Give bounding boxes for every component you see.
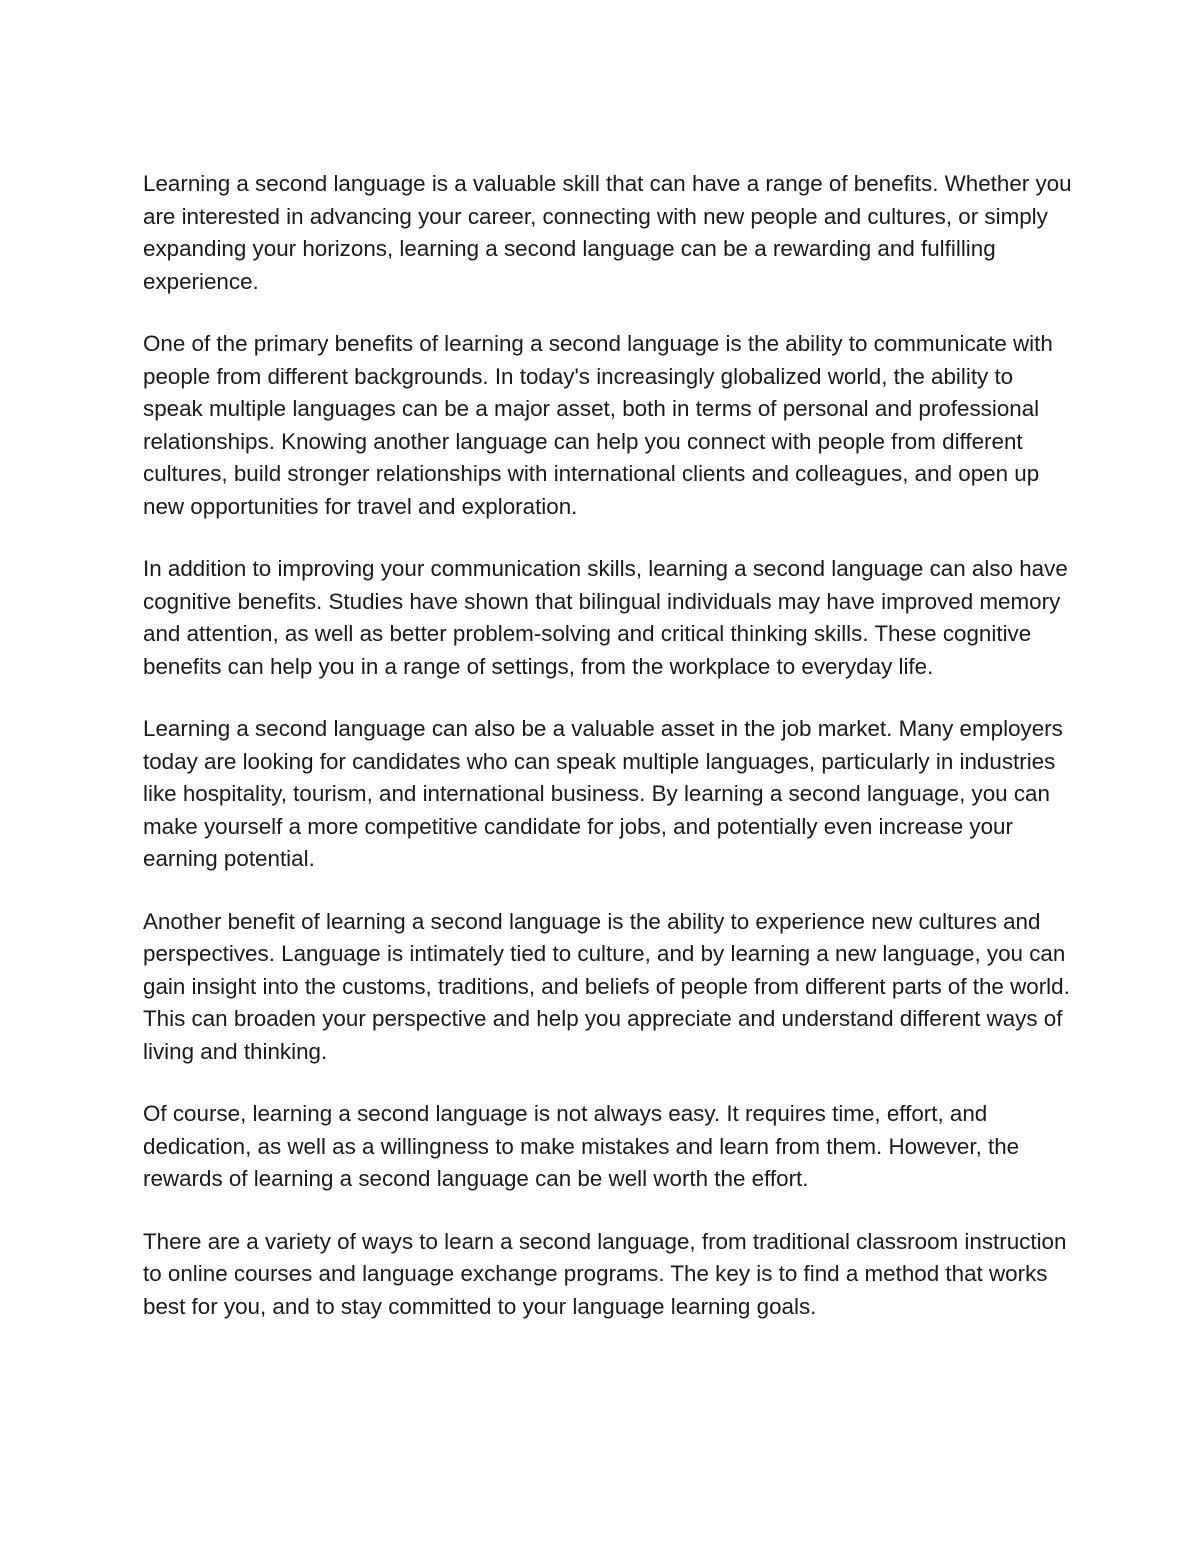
document-body	[143, 168, 1073, 1323]
paragraph-5: Another benefit of learning a second language is the ability to experience new cultures and perspectives. Language is intimately tied to culture, and by learning a new language, you can gain insight into the customs, traditions, and beliefs of people from different parts of the world. This can broaden your perspective and help you appreciate and understand different ways of living and thinking.	[143, 908, 1070, 1064]
paragraph-3: In addition to improving your communication skills, learning a second language can also have cognitive benefits. Studies have shown that bilingual individuals may have improved memory and attention, as well as better problem-solving and critical thinking skills. These cognitive benefits can help you in a range of settings, from the workplace to everyday life.	[143, 556, 1068, 679]
paragraph-4: Learning a second language can also be a valuable asset in the job market. Many employers today are looking for candidates who can speak multiple languages, particularly in industries like hospitality, tourism, and international business. By learning a second language, you can make yourself a more competitive candidate for jobs, and potentially even increase your earning potential.	[143, 716, 1063, 871]
paragraph-2: One of the primary benefits of learning a second language is the ability to communicate with people from different backgrounds. In today's increasingly globalized world, the ability to speak multiple languages can be a major asset, both in terms of personal and professional relationships. Knowing another language can help you connect with people from different cultures, build stronger relationships with international clients and colleagues, and open up new opportunities for travel and exploration.	[143, 331, 1053, 519]
paragraph-1: Learning a second language is a valuable skill that can have a range of benefits. Whether you are interested in advancing your career, connecting with new people and cultures, or simply expanding your horizons, learning a second language can be a rewarding and fulfilling experience.	[143, 171, 1072, 294]
paragraph-7: There are a variety of ways to learn a second language, from traditional classroom instruction to online courses and language exchange programs. The key is to find a method that works best for you, and to stay committed to your language learning goals.	[143, 1228, 1067, 1319]
paragraph-6: Of course, learning a second language is not always easy. It requires time, effort, and dedication, as well as a willingness to make mistakes and learn from them. However, the rewards of learning a second language can be well worth the effort.	[143, 1101, 1020, 1191]
